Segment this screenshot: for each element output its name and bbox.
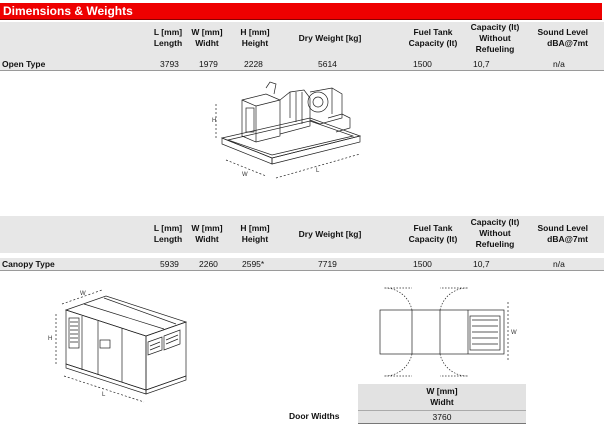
door-widths-drawing <box>372 282 522 382</box>
section-banner <box>0 3 602 20</box>
dim-label-l: L <box>316 168 320 174</box>
door-width-value: 3760 <box>432 412 452 422</box>
cell-dry-weight: 5614 <box>318 59 337 69</box>
cell-capacity: 10,7 <box>473 259 490 269</box>
open-type-drawing <box>210 78 370 198</box>
cell-length: 5939 <box>160 259 179 269</box>
dim-label-w: W <box>80 291 86 297</box>
cell-height: 2595* <box>242 259 265 269</box>
dim-label-l: L <box>102 392 106 398</box>
cell-capacity: 10,7 <box>473 59 490 69</box>
open-type-header <box>0 22 604 59</box>
door-widths-header <box>358 384 526 410</box>
cell-fuel-tank: 1500 <box>413 59 432 69</box>
header-width: W [mm] Widht <box>191 27 223 48</box>
door-header-line1: W [mm] <box>426 386 458 396</box>
cell-dry-weight: 7719 <box>318 259 337 269</box>
header-width: W [mm] Widht <box>191 223 223 244</box>
canopy-type-header <box>0 216 604 253</box>
cell-width: 1979 <box>199 59 218 69</box>
header-length: L [mm] Length <box>153 27 183 48</box>
row-label: Canopy Type <box>2 259 55 269</box>
dim-label-h: H <box>48 336 53 342</box>
header-length: L [mm] Length <box>153 223 183 244</box>
row-label: Open Type <box>2 59 46 69</box>
dim-label-w: W <box>242 172 248 178</box>
cell-sound: n/a <box>553 59 565 69</box>
cell-fuel-tank: 1500 <box>413 259 432 269</box>
header-dry-weight: Dry Weight [kg] <box>298 33 362 43</box>
door-widths-row <box>358 410 526 424</box>
header-height: H [mm] Height <box>240 223 270 244</box>
cell-length: 3793 <box>160 59 179 69</box>
header-capacity: Capacity (lt) Without Refueling <box>470 22 520 54</box>
section-title: Dimensions & Weights <box>3 4 133 18</box>
open-type-row <box>0 58 604 71</box>
dim-label-w: W <box>511 330 517 336</box>
cell-height: 2228 <box>244 59 263 69</box>
header-capacity: Capacity (lt) Without Refueling <box>470 217 520 249</box>
door-widths-label: Door Widths <box>289 411 340 421</box>
canopy-type-drawing <box>44 284 204 424</box>
header-dry-weight: Dry Weight [kg] <box>298 229 362 239</box>
dim-label-h: H <box>212 118 217 124</box>
header-fuel-tank: Fuel Tank Capacity (lt) <box>408 27 458 48</box>
header-sound: Sound Level dBA@7mt <box>537 223 588 244</box>
header-sound: Sound Level dBA@7mt <box>537 27 588 48</box>
cell-width: 2260 <box>199 259 218 269</box>
header-fuel-tank: Fuel Tank Capacity (lt) <box>408 223 458 244</box>
header-height: H [mm] Height <box>240 27 270 48</box>
canopy-type-row <box>0 258 604 271</box>
cell-sound: n/a <box>553 259 565 269</box>
door-header-line2: Widht <box>430 397 454 407</box>
